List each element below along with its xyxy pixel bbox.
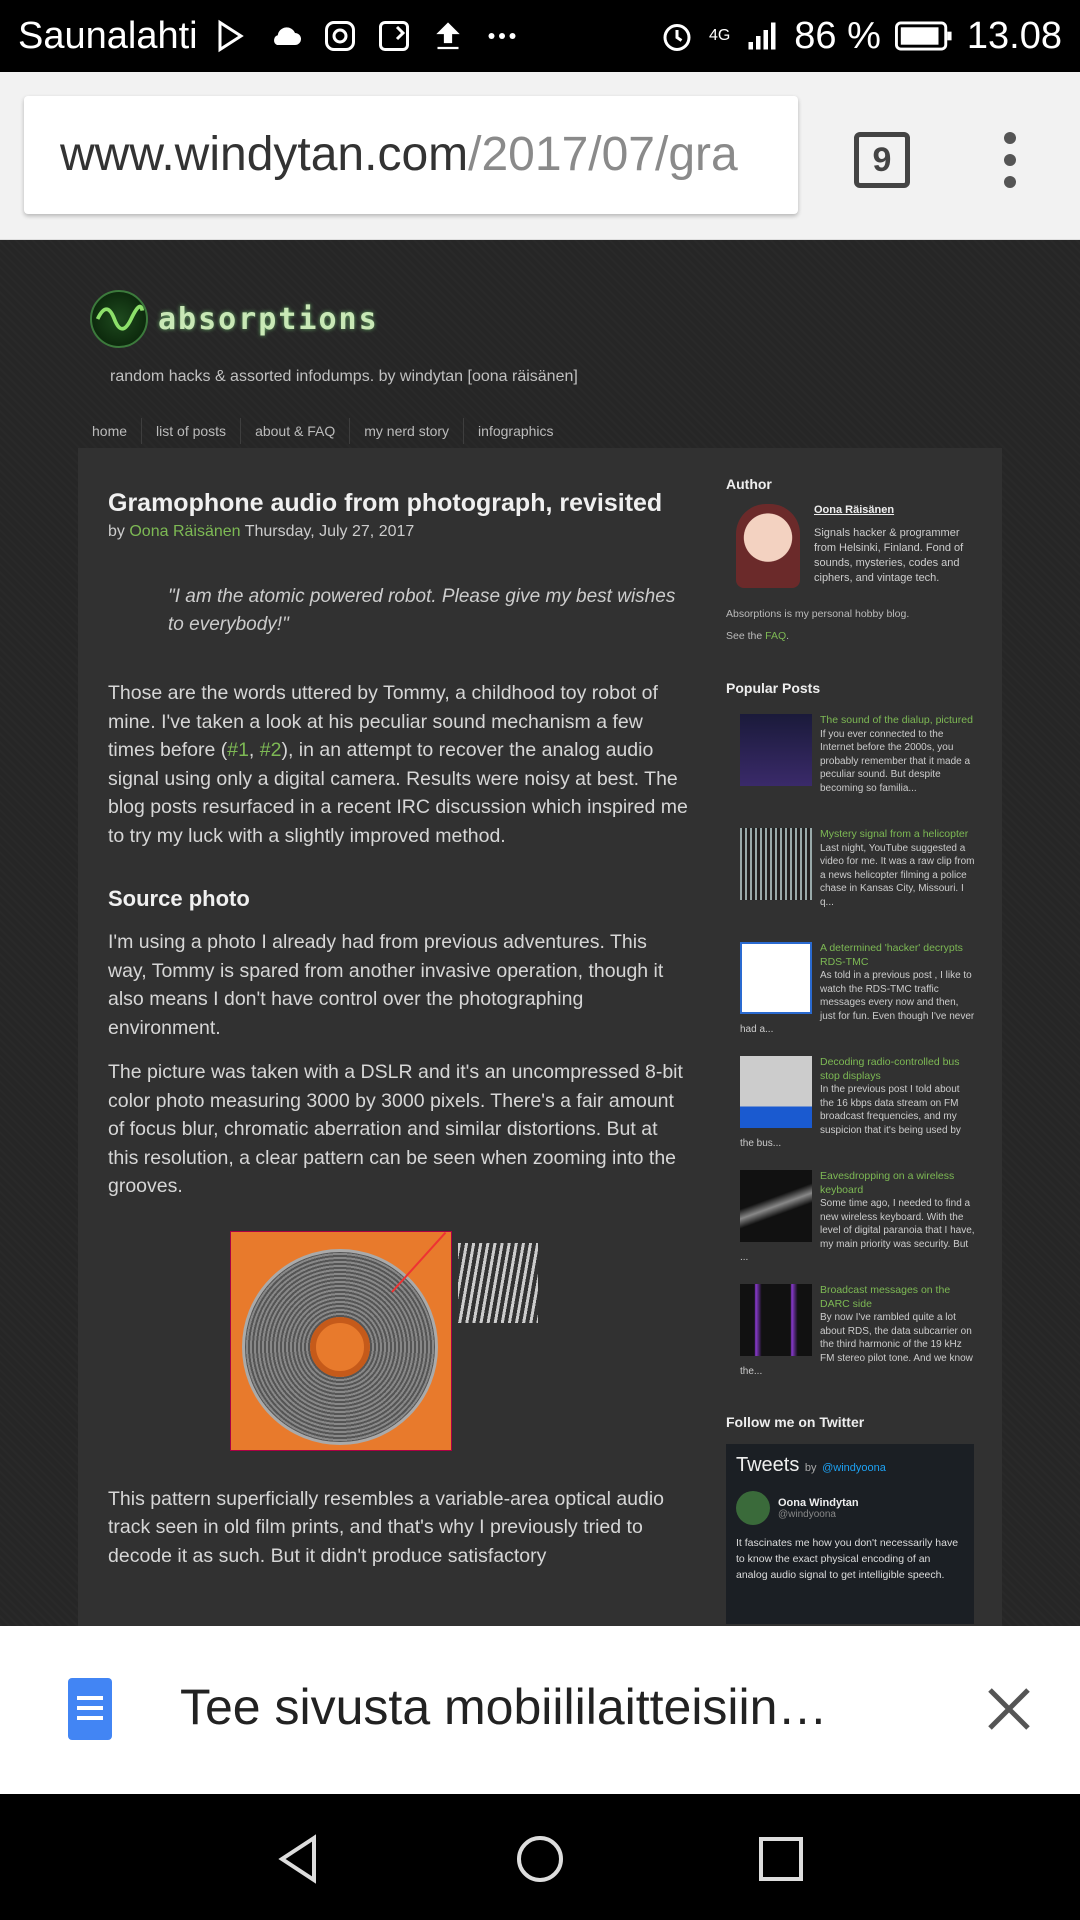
maps-icon	[374, 16, 414, 56]
tweets-title	[736, 1454, 964, 1477]
paragraph-intro	[108, 679, 688, 850]
tweets-by: by	[804, 1462, 817, 1474]
document-icon	[68, 1678, 112, 1740]
browser-toolbar	[0, 72, 1080, 240]
banner-text[interactable]: Tee sivusta mobiililaitteisiin…	[180, 1679, 828, 1735]
popular-post-excerpt: By now I've rambled quite a lot about RDS, the data subcarrier on the third harmonic of the 19 kHz FM stereo pilot tone. And we know the...	[740, 1312, 973, 1377]
url-path: /2017/07/gra	[468, 128, 738, 181]
clock: 13.08	[966, 14, 1062, 57]
popular-post[interactable]	[740, 1056, 976, 1152]
author-description: Signals hacker & programmer from Helsinki, Finland. Fond of sounds, mysteries, codes and ciphers, and vintage tech.	[814, 527, 964, 584]
popular-post[interactable]	[740, 1170, 976, 1266]
author-avatar	[736, 504, 800, 588]
popular-post-title[interactable]: Mystery signal from a helicopter	[820, 828, 969, 840]
battery-icon	[893, 16, 955, 56]
carrier-name: Saunalahti	[18, 14, 198, 57]
para1-comma: ,	[248, 739, 260, 761]
tweets-label: Tweets	[736, 1454, 800, 1476]
popular-post-excerpt: If you ever connected to the Internet before the 2000s, you probably remember that it made a peculiar sound. But despite becoming so familia...	[820, 728, 971, 794]
play-store-icon	[212, 16, 252, 56]
network-type: 4G	[708, 27, 731, 44]
para1-text-b: ), in an attempt to recover the analog audio signal using only a digital camera. Results were noisy at best. The blog posts resurfaced in a recent IRC discussion which inspired me to try my luck with a slightly improved method.	[108, 739, 688, 847]
tweets-handle-link[interactable]: @windyoona	[822, 1462, 886, 1474]
mobile-friendly-banner[interactable]	[0, 1626, 1080, 1794]
author-widget	[726, 504, 976, 598]
post-thumbnail	[740, 1284, 812, 1356]
cloud-icon	[266, 16, 306, 56]
post-body	[108, 488, 688, 1570]
status-bar	[0, 0, 1080, 72]
paragraph-source-2: The picture was taken with a DSLR and it's an uncompressed 8-bit color photo measuring 3000 by 3000 pixels. There's a fair amount of focus blur, chromatic aberration and similar distortions. But at this resolution, a clear pattern can be seen when zooming into the grooves.	[108, 1061, 683, 1197]
popular-post-excerpt: Some time ago, I needed to find a new wireless keyboard. With the level of digital paranoia that I have, my main priority was security. But ...	[740, 1198, 975, 1263]
blog-note: Absorptions is my personal hobby blog.	[726, 608, 910, 620]
popular-post[interactable]	[740, 942, 976, 1038]
post-thumbnail	[740, 714, 812, 786]
heading-source-photo: Source photo	[108, 886, 250, 911]
upload-icon	[428, 16, 468, 56]
twitter-user-handle: @windyoona	[778, 1508, 836, 1520]
para1-text-a: Those are the words uttered by Tommy, a childhood toy robot of mine. I've taken a look at his peculiar sound mechanism a few times before (	[108, 682, 658, 761]
post-byline	[108, 523, 688, 541]
close-icon[interactable]	[986, 1686, 1032, 1732]
signal-icon	[742, 16, 782, 56]
post-date: Thursday, July 27, 2017	[244, 523, 415, 540]
popular-post[interactable]	[740, 1284, 976, 1380]
post-thumbnail	[740, 828, 812, 900]
sidebar	[726, 476, 976, 1624]
popular-posts-heading: Popular Posts	[726, 680, 821, 696]
link-post-1[interactable]: #1	[227, 739, 249, 761]
post-thumbnail	[740, 1056, 812, 1128]
sidebar-author-link[interactable]: Oona Räisänen	[814, 504, 895, 516]
faq-note	[726, 630, 976, 642]
twitter-widget[interactable]	[726, 1444, 974, 1624]
faq-link[interactable]: FAQ	[765, 630, 787, 642]
popular-post-title[interactable]: Broadcast messages on the DARC side	[820, 1284, 951, 1310]
nav-my-nerd-story[interactable]: my nerd story	[350, 418, 464, 444]
back-icon[interactable]	[274, 1834, 324, 1884]
tab-switcher-button[interactable]: 9	[854, 132, 910, 188]
url-bar[interactable]	[24, 96, 798, 214]
nav-infographics[interactable]: infographics	[478, 423, 554, 439]
twitter-avatar	[736, 1491, 770, 1525]
popular-post-title[interactable]: A determined 'hacker' decrypts RDS-TMC	[820, 942, 963, 968]
post-thumbnail	[740, 942, 812, 1014]
popular-post-excerpt: In the previous post I told about the 16 kbps data stream on FM broadcast frequencies, and my suspicion that it's being used by the bus...	[740, 1084, 961, 1149]
instagram-icon	[320, 16, 360, 56]
author-link[interactable]: Oona Räisänen	[129, 523, 241, 540]
tweet-text: It fascinates me how you don't necessarily have to know the exact physical encoding of an analog audio signal to get intelligible speech.	[736, 1537, 959, 1581]
site-nav	[78, 418, 568, 444]
faq-prefix: See the	[726, 630, 766, 642]
follow-twitter-heading: Follow me on Twitter	[726, 1414, 865, 1430]
paragraph-source-1: I'm using a photo I already had from previous adventures. This way, Tommy is spared from another invasive operation, though it also means I don't have control over the photographing environment.	[108, 931, 664, 1039]
nav-list-of-posts[interactable]: list of posts	[142, 418, 241, 444]
site-logo[interactable]	[90, 290, 379, 348]
link-post-2[interactable]: #2	[259, 739, 282, 761]
post-thumbnail	[740, 1170, 812, 1242]
author-heading: Author	[726, 476, 772, 492]
gramophone-photo[interactable]	[230, 1231, 540, 1451]
popular-post[interactable]	[740, 714, 976, 810]
battery-percent: 86 %	[794, 14, 881, 57]
paragraph-pattern: This pattern superficially resembles a variable-area optical audio track seen in old film prints, and that's why I previously tried to decode it as such. But it didn't produce satisfactory	[108, 1487, 665, 1567]
record-hub	[310, 1317, 370, 1377]
post-quote: "I am the atomic powered robot. Please give my best wishes to everybody!"	[168, 586, 676, 635]
site-tagline: random hacks & assorted infodumps. by windytan [oona räisänen]	[110, 368, 578, 385]
waveform-logo-icon	[90, 290, 148, 348]
tweet-author[interactable]	[736, 1491, 964, 1525]
home-icon[interactable]	[515, 1834, 565, 1884]
recents-icon[interactable]	[756, 1834, 806, 1884]
popular-post-excerpt: As told in a previous post , I like to watch the RDS-TMC traffic messages every now and then, just for fun. Even though I've never had a...	[740, 970, 975, 1035]
popular-post-title[interactable]: Eavesdropping on a wireless keyboard	[820, 1170, 955, 1196]
web-page	[0, 240, 1080, 1626]
popular-post[interactable]	[740, 828, 976, 924]
post-title: Gramophone audio from photograph, revisited	[108, 489, 663, 517]
popular-post-title[interactable]: The sound of the dialup, pictured	[820, 714, 973, 726]
more-notifications-icon	[482, 16, 522, 56]
twitter-user-name: Oona Windytan	[778, 1496, 859, 1509]
content-area	[78, 448, 1002, 1626]
nav-about-faq[interactable]: about & FAQ	[241, 418, 350, 444]
system-nav-bar	[0, 1794, 1080, 1920]
faq-suffix: .	[786, 630, 790, 642]
browser-menu-button[interactable]	[990, 130, 1030, 190]
url-host: www.windytan.com	[60, 128, 469, 181]
site-name: absorptions	[158, 301, 379, 337]
byline-prefix: by	[108, 523, 125, 540]
popular-post-excerpt: Last night, YouTube suggested a video for me. It was a raw clip from a news helicopter filming a police chase in Kansas City, Missouri. I q...	[820, 842, 975, 908]
popular-post-title[interactable]: Decoding radio-controlled bus stop displays	[820, 1056, 960, 1082]
nav-home[interactable]: home	[78, 418, 142, 444]
alarm-icon	[657, 16, 697, 56]
groove-zoom-inset	[458, 1243, 538, 1323]
